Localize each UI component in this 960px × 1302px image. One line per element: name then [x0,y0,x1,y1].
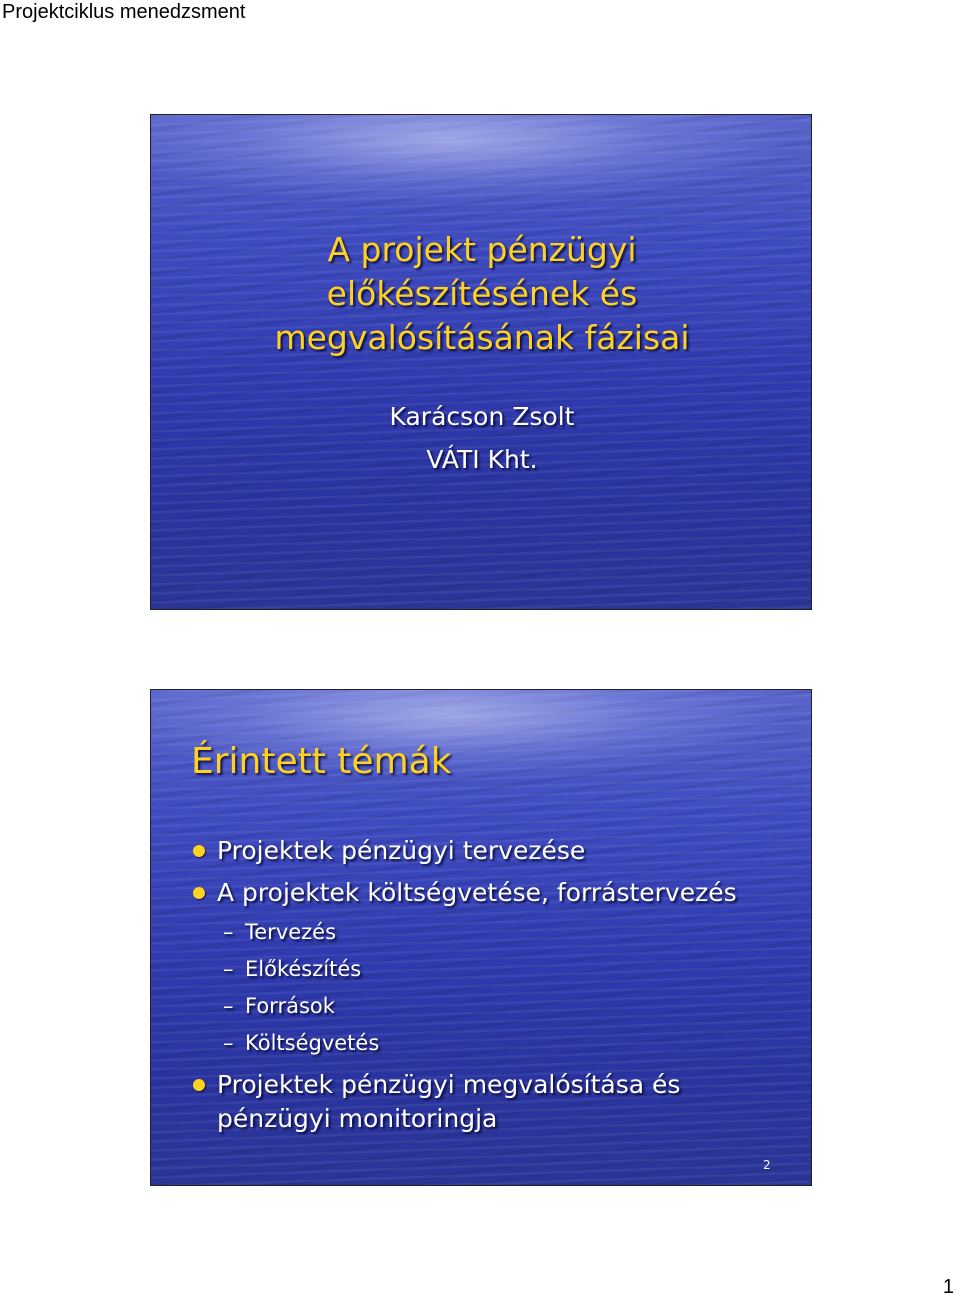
slide-1-author: Karácson Zsolt [389,402,575,431]
page-number: 1 [942,1276,954,1298]
bullet-text: A projektek költségvetése, forrástervezés [217,878,737,907]
slide-1-title [151,228,812,360]
bullet-text: Projektek pénzügyi tervezése [217,836,586,865]
slide-1-title-line: megvalósításának fázisai [274,318,690,357]
slide-1-organization: VÁTI Kht. [426,445,538,474]
document-header-title: Projektciklus menedzsment [2,1,246,23]
sub-bullet-text: Tervezés [245,920,337,944]
bullet-dot-icon [193,887,205,899]
bullet-text: Projektek pénzügyi megvalósítása és [217,1070,681,1099]
slide-2-title: Érintett témák [191,741,452,782]
sub-bullet-text: Előkészítés [245,957,362,981]
slide-1 [150,114,812,610]
sub-bullet-dash: – [223,957,234,981]
bullet-dot-icon [193,845,205,857]
slide-1-title-line: előkészítésének és [326,274,638,313]
sub-bullet-dash: – [223,920,234,944]
slide-number: 2 [763,1158,771,1172]
sub-bullet-dash: – [223,994,234,1018]
sub-bullet-text: Források [245,994,335,1018]
sub-bullet-dash: – [223,1031,234,1055]
bullet-text: pénzügyi monitoringja [217,1104,498,1133]
slide-1-title-line: A projekt pénzügyi [327,230,637,269]
bullet-dot-icon [193,1079,205,1091]
sub-bullet-text: Költségvetés [245,1031,380,1055]
slide-2 [150,689,812,1186]
